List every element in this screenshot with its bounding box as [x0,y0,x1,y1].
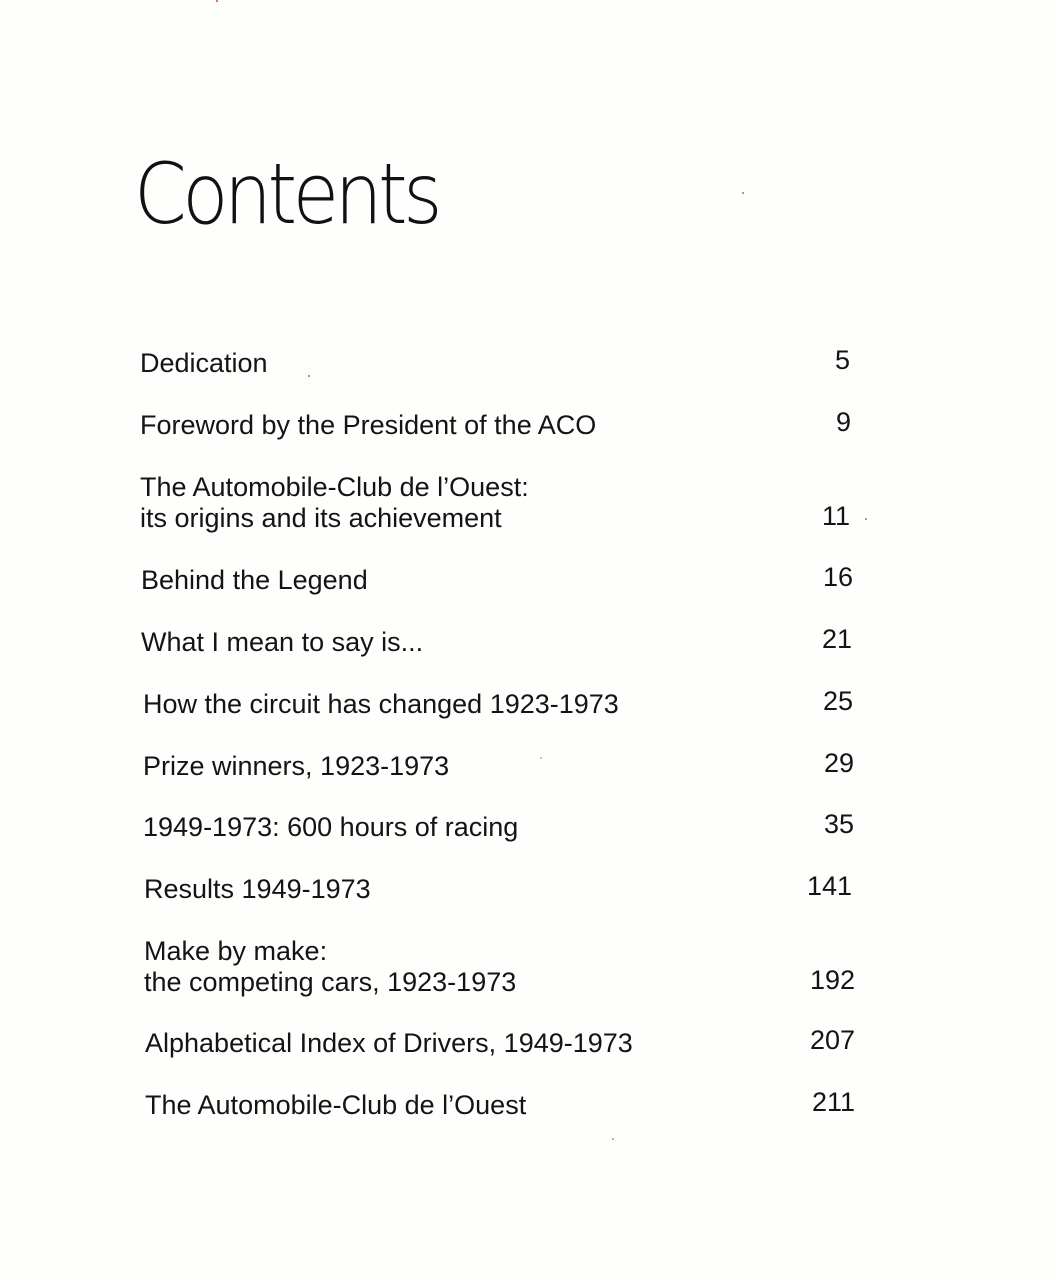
toc-entry [140,472,529,534]
toc-entry [145,1090,526,1121]
paper-speck [540,757,542,759]
toc-entry [145,1028,633,1059]
toc-entry [144,936,516,998]
toc-page-number: 25 [822,686,853,716]
toc-entry [140,410,596,441]
toc-page-number: 207 [809,1025,855,1055]
toc-page-number: 35 [823,809,854,839]
toc-entry [140,348,268,379]
toc-entry-title: The Automobile-Club de l’Ouest [145,1090,527,1120]
toc-entry-title-continued: the competing cars, 1923-1973 [144,967,517,997]
paper-speck [308,375,310,377]
toc-entry [143,812,518,843]
toc-page-number: 29 [823,748,854,778]
toc-page-number: 9 [835,407,851,437]
paper-speck [612,1138,614,1140]
toc-entry-title: Dedication [140,348,268,378]
toc-entry [143,751,449,782]
paper-speck [742,192,744,194]
toc-page-number: 21 [821,624,852,654]
toc-page-number: 5 [834,345,850,375]
toc-page-number: 16 [822,562,853,592]
toc-page-number: 192 [809,965,855,995]
toc-entry-title: Prize winners, 1923-1973 [143,751,450,781]
toc-entry-title: What I mean to say is... [141,627,424,657]
toc-entry-title: 1949-1973: 600 hours of racing [143,812,519,842]
toc-page-number: 141 [806,871,852,901]
toc-entry [144,874,371,905]
toc-entry-title: Alphabetical Index of Drivers, 1949-1973 [145,1028,633,1058]
toc-page-number: 11 [821,501,850,531]
toc-page-number: 211 [811,1087,855,1117]
toc-entry-title: Foreword by the President of the ACO [140,410,597,440]
toc-entry-title: Make by make: [144,936,328,966]
toc-entry-title-continued: its origins and its achievement [140,503,502,533]
toc-entry [141,565,368,596]
paper-speck [216,0,218,2]
toc-entry-title: Results 1949-1973 [144,874,371,904]
paper-speck [865,518,867,520]
toc-entry [143,689,619,720]
toc-entry-title: Behind the Legend [141,565,368,595]
toc-entry [141,627,423,658]
toc-entry-title: How the circuit has changed 1923-1973 [143,689,619,719]
toc-entry-title: The Automobile-Club de l’Ouest: [140,472,529,502]
page-title: Contents [134,145,439,243]
